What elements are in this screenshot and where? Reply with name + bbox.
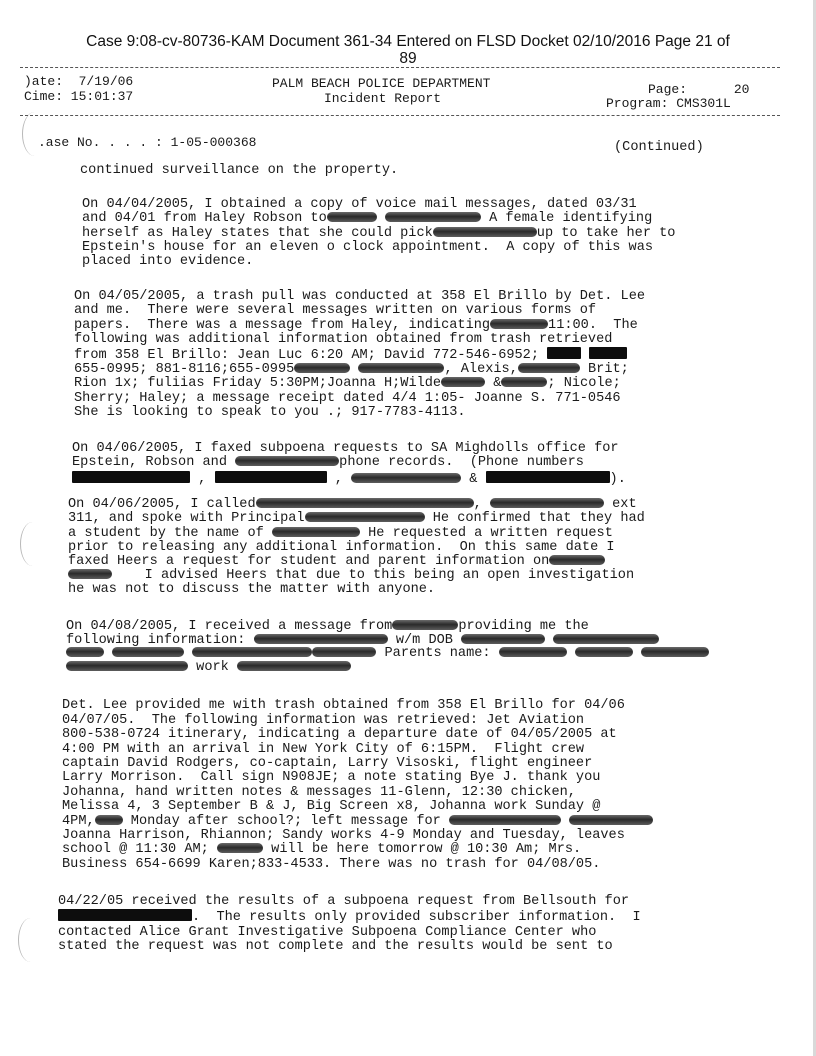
redaction-mark	[237, 661, 351, 671]
text-line: On 04/06/2005, I faxed subpoena requests to SA Mighdolls office for	[72, 441, 619, 457]
paragraph-subpoena-0406	[72, 428, 732, 487]
header-divider-bottom	[20, 115, 780, 116]
text-line: 04/07/05. The following information was retrieved: Jet Aviation	[62, 712, 585, 728]
text-line: . The results only provided subscriber information. I	[192, 910, 641, 926]
text-line: 311, and spoke with Principal	[68, 511, 305, 527]
redaction-mark	[68, 569, 112, 579]
redaction-mark	[499, 647, 567, 657]
text-line: He confirmed that they had	[424, 511, 645, 527]
redaction-mark	[392, 620, 458, 630]
text-line: 04/22/05 received the results of a subpoena request from Bellsouth for	[58, 894, 630, 910]
text-line: On 04/06/2005, I called	[68, 497, 256, 513]
text-line: On 04/05/2005, a trash pull was conducted at 358 El Brillo by Det. Lee	[74, 289, 646, 305]
paragraph-bellsouth-subpoena	[58, 881, 718, 954]
text-line: 4PM,	[62, 813, 95, 829]
court-filing-stamp	[0, 33, 816, 67]
redaction-mark	[549, 555, 605, 565]
text-line: ,	[334, 471, 343, 487]
paragraph-trash-0406-0407	[62, 685, 722, 872]
text-line: school @ 11:30 AM;	[62, 842, 209, 858]
text-line: 11:00. The	[548, 317, 638, 333]
text-line: continued surveillance on the property.	[80, 163, 399, 179]
text-line: ,	[198, 471, 207, 487]
redaction-box	[486, 471, 610, 483]
text-line: placed into evidence.	[82, 254, 254, 270]
text-line: Rion 1x; fuliias Friday 5:30PM;Joanna H;Wilde	[74, 376, 442, 392]
text-line: herself as Haley states that she could pick	[82, 225, 433, 241]
redaction-mark	[112, 647, 184, 657]
paragraph-trash-pull-0405	[74, 276, 734, 420]
text-line: from 358 El Brillo: Jean Luc 6:20 AM; David 772-546-6952;	[74, 348, 539, 364]
text-line: Johanna, hand written notes & messages 11-Glenn, 12:30 chicken,	[62, 784, 576, 800]
redaction-box	[58, 909, 192, 921]
redaction-box	[547, 347, 581, 359]
text-line: Sherry; Haley; a message receipt dated 4/4 1:05- Joanne S. 771-0546	[74, 390, 621, 406]
paragraph-principal-call	[68, 484, 728, 598]
text-line: will be here tomorrow @ 10:30 Am; Mrs.	[263, 842, 582, 858]
continued-label: (Continued)	[614, 140, 704, 155]
redaction-mark	[433, 227, 537, 237]
header-divider-top	[20, 67, 780, 68]
text-line: faxed Heers a request for student and parent information on	[68, 554, 550, 570]
redaction-mark	[294, 363, 350, 373]
text-line: following information:	[66, 632, 246, 648]
text-line: w/m DOB	[395, 632, 453, 648]
text-line: a student by the name of	[68, 525, 264, 541]
program-code: Program: CMS301L	[606, 96, 731, 111]
redaction-mark	[351, 473, 461, 483]
paragraph-surveillance	[80, 150, 740, 178]
redaction-mark	[553, 634, 659, 644]
redaction-mark	[449, 815, 561, 825]
text-line: Det. Lee provided me with trash obtained from 358 El Brillo for 04/06	[62, 698, 625, 714]
redaction-mark	[461, 634, 545, 644]
text-line: contacted Alice Grant Investigative Subpoena Compliance Center who	[58, 924, 597, 940]
text-line: He requested a written request	[359, 525, 613, 541]
redaction-box	[589, 347, 627, 359]
redaction-mark	[66, 661, 188, 671]
text-line: A female identifying	[489, 211, 653, 227]
text-line: phone records. (Phone numbers	[339, 455, 584, 471]
text-line: Parents name:	[384, 646, 491, 662]
text-line: &	[469, 471, 478, 487]
text-line: papers. There was a message from Haley, indicating	[74, 317, 491, 333]
text-line: ,	[473, 497, 482, 513]
punch-hole-mark	[18, 918, 43, 962]
text-line: 800-538-0724 itinerary, indicating a departure date of 04/05/2005 at	[62, 727, 617, 743]
department-name: PALM BEACH POLICE DEPARTMENT	[272, 76, 491, 91]
text-line: and 04/01 from Haley Robson to	[82, 211, 327, 227]
text-line: Brit;	[579, 362, 629, 378]
redaction-mark	[641, 647, 709, 657]
report-date: )ate: 7/19/06	[24, 74, 134, 89]
text-line: ext	[603, 497, 637, 513]
redaction-mark	[518, 363, 580, 373]
text-line: She is looking to speak to you .; 917-7783-4113.	[74, 404, 466, 420]
redaction-mark	[192, 647, 312, 657]
text-line: , Alexis,	[444, 362, 518, 378]
text-line: stated the request was not complete and the results would be sent to	[58, 938, 613, 954]
text-line: On 04/04/2005, I obtained a copy of voice mail messages, dated 03/31	[82, 197, 637, 213]
text-line: I advised Heers that due to this being an open investigation	[144, 568, 635, 584]
text-line: Epstein, Robson and	[72, 455, 227, 471]
paragraph-message-0408	[66, 607, 726, 675]
text-line: work	[196, 660, 229, 676]
stamp-line-2: 89	[399, 50, 417, 67]
text-line: Larry Morrison. Call sign N908JE; a note stating Bye J. thank you	[62, 770, 601, 786]
text-line: ; Nicole;	[547, 376, 621, 392]
text-line: Joanna Harrison, Rhiannon; Sandy works 4-9 Monday and Tuesday, leaves	[62, 828, 625, 844]
redaction-mark	[358, 363, 444, 373]
text-line: providing me the	[458, 618, 589, 634]
redaction-mark	[569, 815, 653, 825]
redaction-mark	[256, 498, 474, 508]
text-line: 4:00 PM with an arrival in New York City of 6:15PM. Flight crew	[62, 741, 585, 757]
redaction-mark	[441, 377, 485, 387]
text-line: and me. There were several messages written on various forms of	[74, 303, 597, 319]
text-line: up to take her to	[536, 225, 676, 241]
page-number: Page: 20	[648, 82, 750, 97]
redaction-mark	[272, 527, 360, 537]
redaction-mark	[385, 212, 481, 222]
text-line: ).	[609, 471, 626, 487]
redaction-mark	[490, 498, 604, 508]
redaction-mark	[95, 815, 123, 825]
redaction-mark	[501, 377, 547, 387]
redaction-mark	[254, 634, 388, 644]
text-line: he was not to discuss the matter with anyone.	[68, 582, 436, 598]
redaction-mark	[575, 647, 633, 657]
report-time: Cime: 15:01:37	[24, 89, 134, 104]
text-line: Melissa 4, 3 September B & J, Big Screen x8, Johanna work Sunday @	[62, 799, 601, 815]
redaction-mark	[66, 647, 104, 657]
redaction-mark	[217, 843, 263, 853]
text-line: Epstein's house for an eleven o clock appointment. A copy of this was	[82, 239, 654, 255]
text-line: &	[485, 376, 502, 392]
text-line: On 04/08/2005, I received a message from	[66, 618, 393, 634]
text-line: Monday after school?; left message for	[122, 813, 441, 829]
redaction-mark	[305, 512, 425, 522]
text-line: captain David Rodgers, co-captain, Larry Visoski, flight engineer	[62, 756, 593, 772]
stamp-line-1: Case 9:08-cv-80736-KAM Document 361-34 Entered on FLSD Docket 02/10/2016 Page 21 of	[86, 33, 730, 50]
paragraph-voicemail	[82, 184, 742, 269]
redaction-box	[72, 471, 190, 483]
punch-hole-mark	[20, 522, 45, 566]
redaction-mark	[235, 456, 339, 466]
redaction-mark	[312, 647, 376, 657]
text-line: Business 654-6699 Karen;833-4533. There was no trash for 04/08/05.	[62, 856, 601, 872]
text-line: 655-0995; 881-8116;655-0995	[74, 362, 295, 378]
text-line: following was additional information obtained from trash retrieved	[74, 331, 613, 347]
text-line: prior to releasing any additional information. On this same date I	[68, 539, 615, 555]
report-type: Incident Report	[324, 91, 442, 106]
case-number: .ase No. . . . : 1-05-000368	[38, 135, 257, 150]
redaction-mark	[327, 212, 377, 222]
redaction-mark	[490, 319, 548, 329]
redaction-box	[215, 471, 327, 483]
